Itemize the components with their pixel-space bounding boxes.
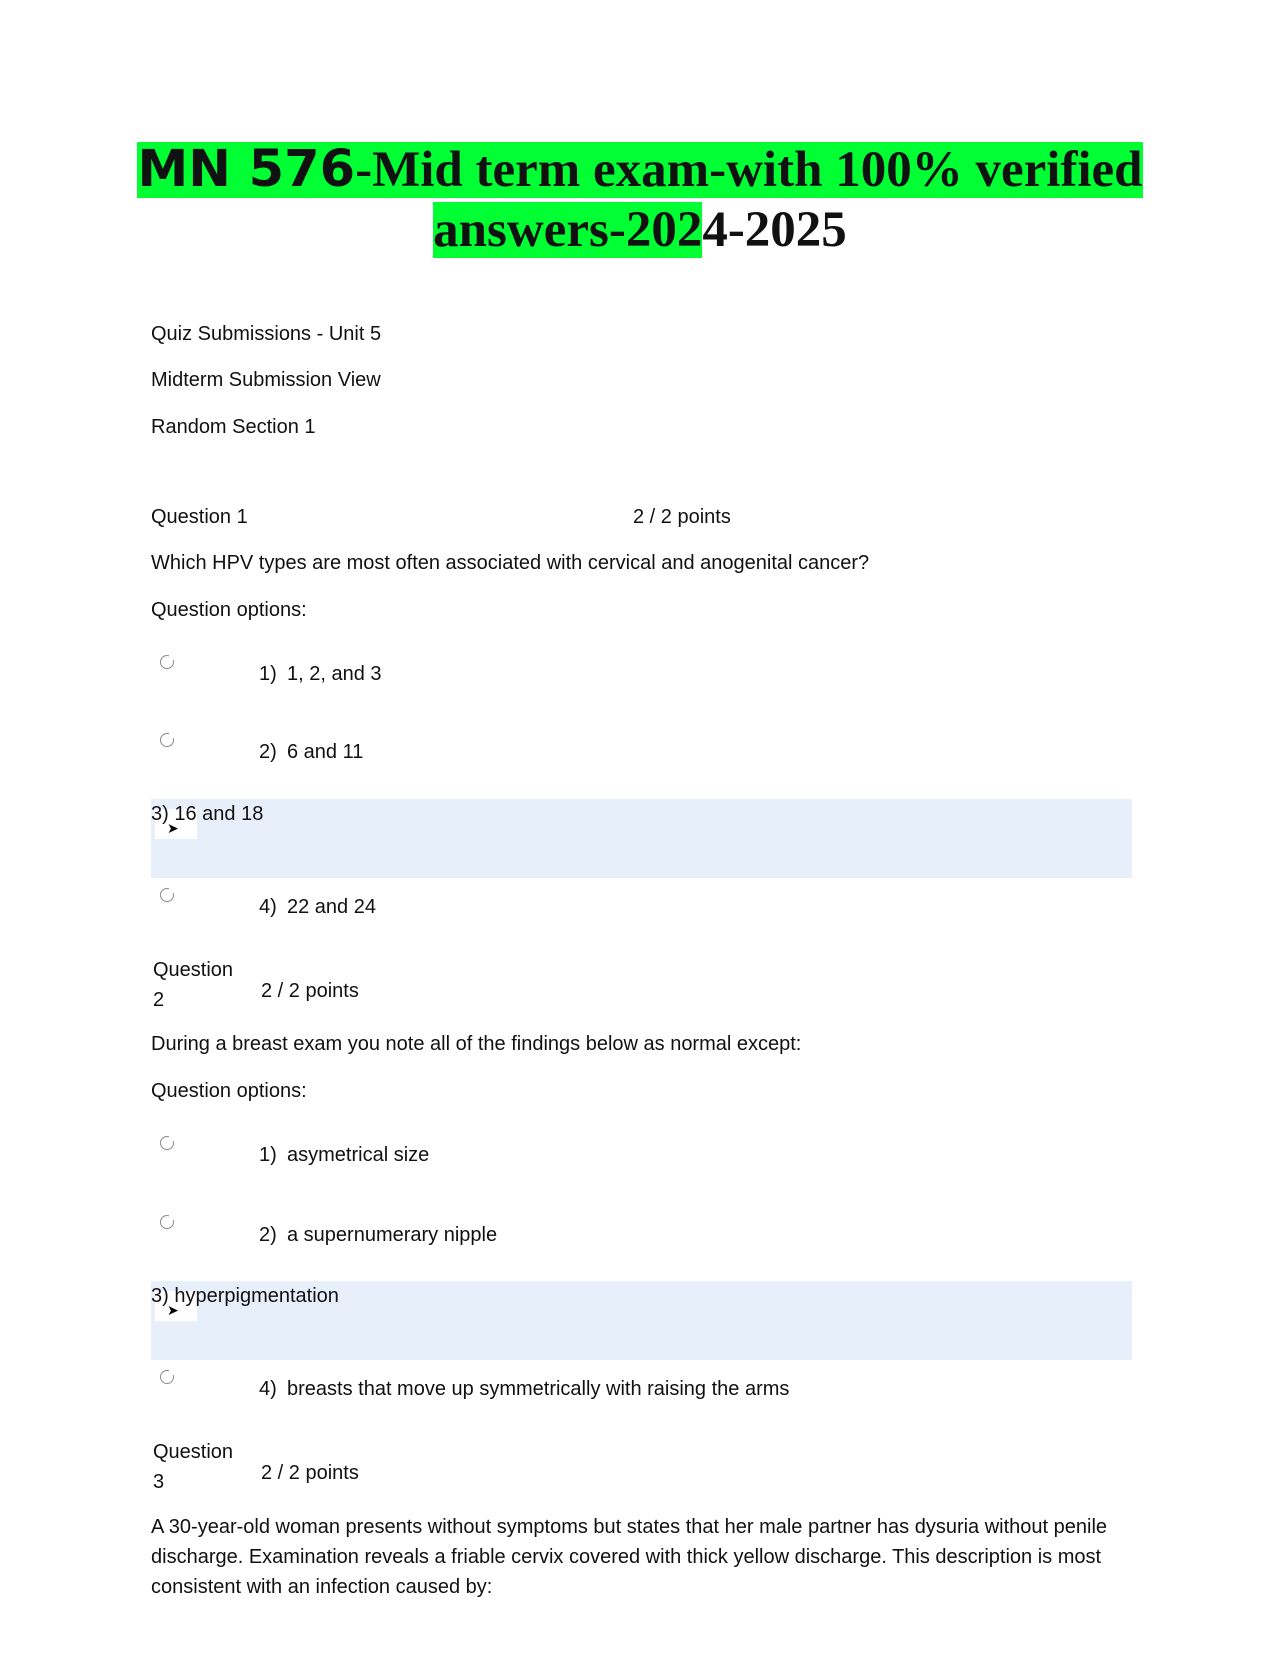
question-label: Question (153, 1441, 234, 1463)
title-line-2 (0, 200, 1280, 260)
question-label: Question (153, 959, 234, 981)
option-text: 22 and 24 (287, 896, 376, 918)
option-number: 3) (151, 1285, 169, 1307)
option-text: 16 and 18 (174, 803, 264, 825)
question-options-label: Question options: (151, 1080, 307, 1102)
option-text: asymetrical size (287, 1144, 430, 1166)
option-label (259, 1376, 789, 1402)
title-line-1-rest: -Mid term exam-with 100% verified (355, 142, 1143, 198)
question-points: 2 / 2 points (633, 506, 731, 528)
option-label (259, 1222, 497, 1248)
correct-option-highlight (151, 1281, 1132, 1360)
option-label (151, 1283, 339, 1309)
question-label: Question 1 (151, 506, 248, 528)
title-line-1 (0, 140, 1280, 200)
question-points: 2 / 2 points (261, 980, 359, 1002)
option-label (259, 894, 376, 920)
option-label (259, 661, 382, 687)
quiz-submissions-heading: Quiz Submissions - Unit 5 (151, 323, 382, 345)
question-prompt: A 30-year-old woman presents without symptoms but states that her male partner has dysuria without penile discharge. Examination reveals a friable cervix covered with thick yellow discharge. This description is most consistent with an infection caused by: (151, 1516, 1108, 1598)
radio-button[interactable] (160, 1136, 174, 1150)
option-number: 3) (151, 803, 169, 825)
radio-button[interactable] (160, 888, 174, 902)
section-heading: Random Section 1 (151, 416, 316, 438)
title-highlight-1 (137, 142, 1142, 198)
question-prompt: Which HPV types are most often associated with cervical and anogenital cancer? (151, 552, 870, 574)
radio-button[interactable] (160, 733, 174, 747)
radio-button[interactable] (160, 1370, 174, 1384)
option-text: breasts that move up symmetrically with raising the arms (287, 1378, 790, 1400)
title-line-2-rest: 4-2025 (702, 202, 847, 258)
option-number: 1) (259, 663, 277, 685)
submission-view-heading: Midterm Submission View (151, 369, 381, 391)
title-highlight-2: answers-202 (433, 202, 703, 258)
option-text: a supernumerary nipple (287, 1224, 498, 1246)
course-code: MN 576 (137, 140, 356, 199)
question-points: 2 / 2 points (261, 1462, 359, 1484)
question-prompt: During a breast exam you note all of the findings below as normal except: (151, 1033, 802, 1055)
option-label (259, 1142, 429, 1168)
cursor-icon: ➤ (167, 820, 179, 836)
radio-button[interactable] (160, 1215, 174, 1229)
option-number: 1) (259, 1144, 277, 1166)
option-text: hyperpigmentation (174, 1285, 339, 1307)
option-number: 4) (259, 896, 277, 918)
option-number: 4) (259, 1378, 277, 1400)
document-title (0, 140, 1280, 260)
option-text: 6 and 11 (287, 741, 364, 763)
question-number: 2 (153, 989, 165, 1011)
question-options-label: Question options: (151, 599, 307, 621)
option-label (151, 801, 263, 827)
option-text: 1, 2, and 3 (287, 663, 382, 685)
question-number: 3 (153, 1471, 165, 1493)
option-number: 2) (259, 1224, 277, 1246)
option-number: 2) (259, 741, 277, 763)
radio-button[interactable] (160, 655, 174, 669)
correct-option-highlight (151, 799, 1132, 878)
cursor-icon: ➤ (167, 1302, 179, 1318)
option-label (259, 739, 363, 765)
